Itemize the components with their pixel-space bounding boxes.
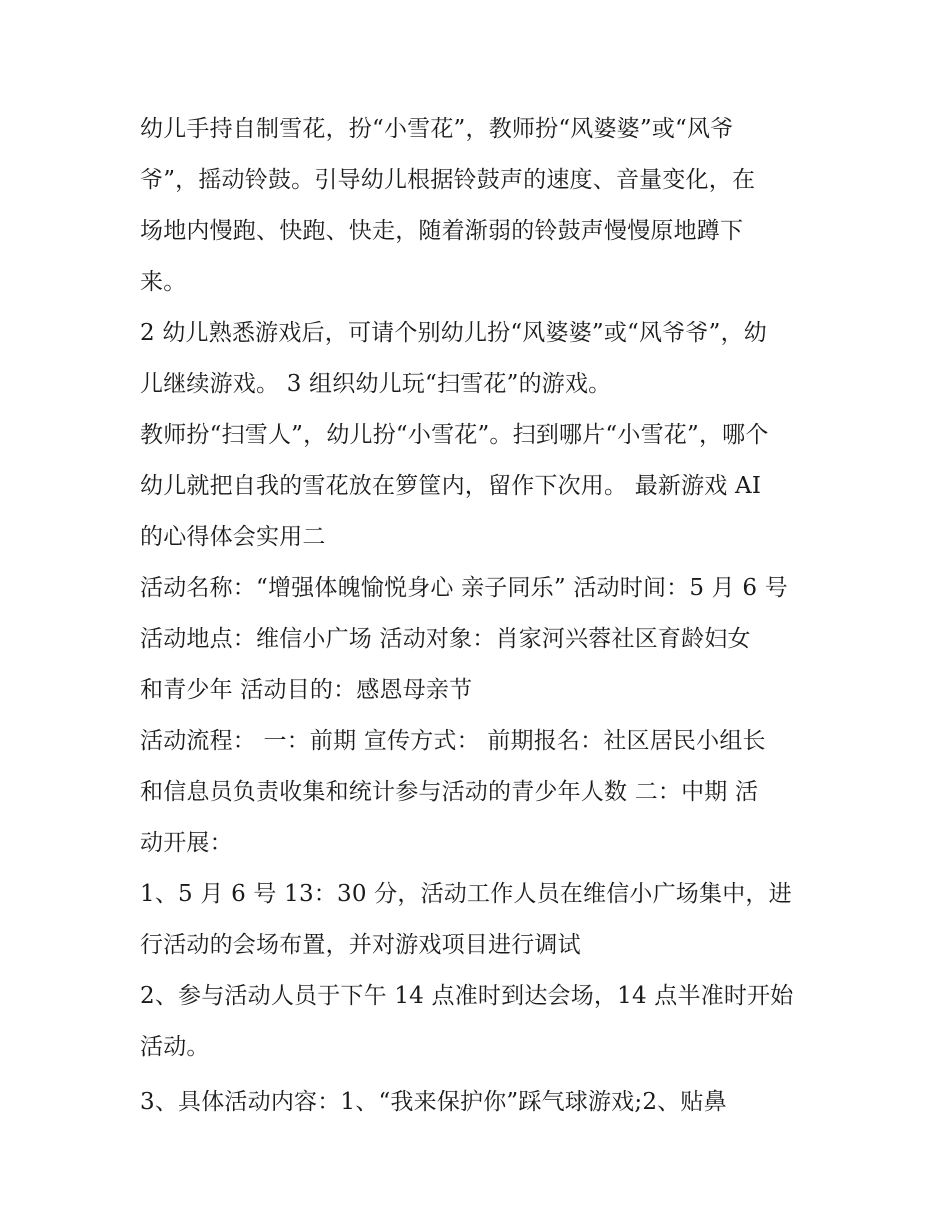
text-line: 的心得体会实用二: [140, 524, 326, 550]
text-line: 3、具体活动内容：1、“我来保护你”踩气球游戏;2、贴鼻: [140, 1089, 727, 1115]
text-line: 教师扮“扫雪人”，幼儿扮“小雪花”。扫到哪片“小雪花”，哪个: [140, 422, 769, 448]
text-line: 动开展：: [140, 830, 233, 856]
text-line: 和青少年 活动目的：感恩母亲节: [140, 677, 473, 703]
text-line: 活动。: [140, 1034, 210, 1060]
text-line: 活动名称：“增强体魄愉悦身心 亲子同乐” 活动时间：5 月 6 号: [140, 575, 788, 601]
text-line: 行活动的会场布置，并对游戏项目进行调试: [140, 932, 581, 958]
text-line: 幼儿就把自我的雪花放在箩筐内，留作下次用。 最新游戏 AI: [140, 473, 762, 499]
text-line: 1、5 月 6 号 13：30 分，活动工作人员在维信小广场集中，进: [140, 881, 792, 907]
text-line: 2 幼儿熟悉游戏后，可请个别幼儿扮“风婆婆”或“风爷爷”，幼: [140, 320, 767, 346]
text-line: 儿继续游戏。 3 组织幼儿玩“扫雪花”的游戏。: [140, 371, 612, 397]
text-line: 来。: [140, 269, 187, 295]
text-line: 幼儿手持自制雪花，扮“小雪花”，教师扮“风婆婆”或“风爷: [140, 116, 734, 142]
text-line: 活动流程： 一：前期 宣传方式： 前期报名：社区居民小组长: [140, 728, 766, 754]
text-line: 活动地点：维信小广场 活动对象：肖家河兴蓉社区育龄妇女: [140, 626, 751, 652]
document-body: [140, 104, 820, 1128]
text-line: 和信息员负责收集和统计参与活动的青少年人数 二：中期 活: [140, 779, 759, 805]
text-line: 2、参与活动人员于下午 14 点准时到达会场，14 点半准时开始: [140, 983, 794, 1009]
text-line: 场地内慢跑、快跑、快走，随着渐弱的铃鼓声慢慢原地蹲下: [140, 218, 744, 244]
text-line: 爷”，摇动铃鼓。引导幼儿根据铃鼓声的速度、音量变化，在: [140, 167, 756, 193]
